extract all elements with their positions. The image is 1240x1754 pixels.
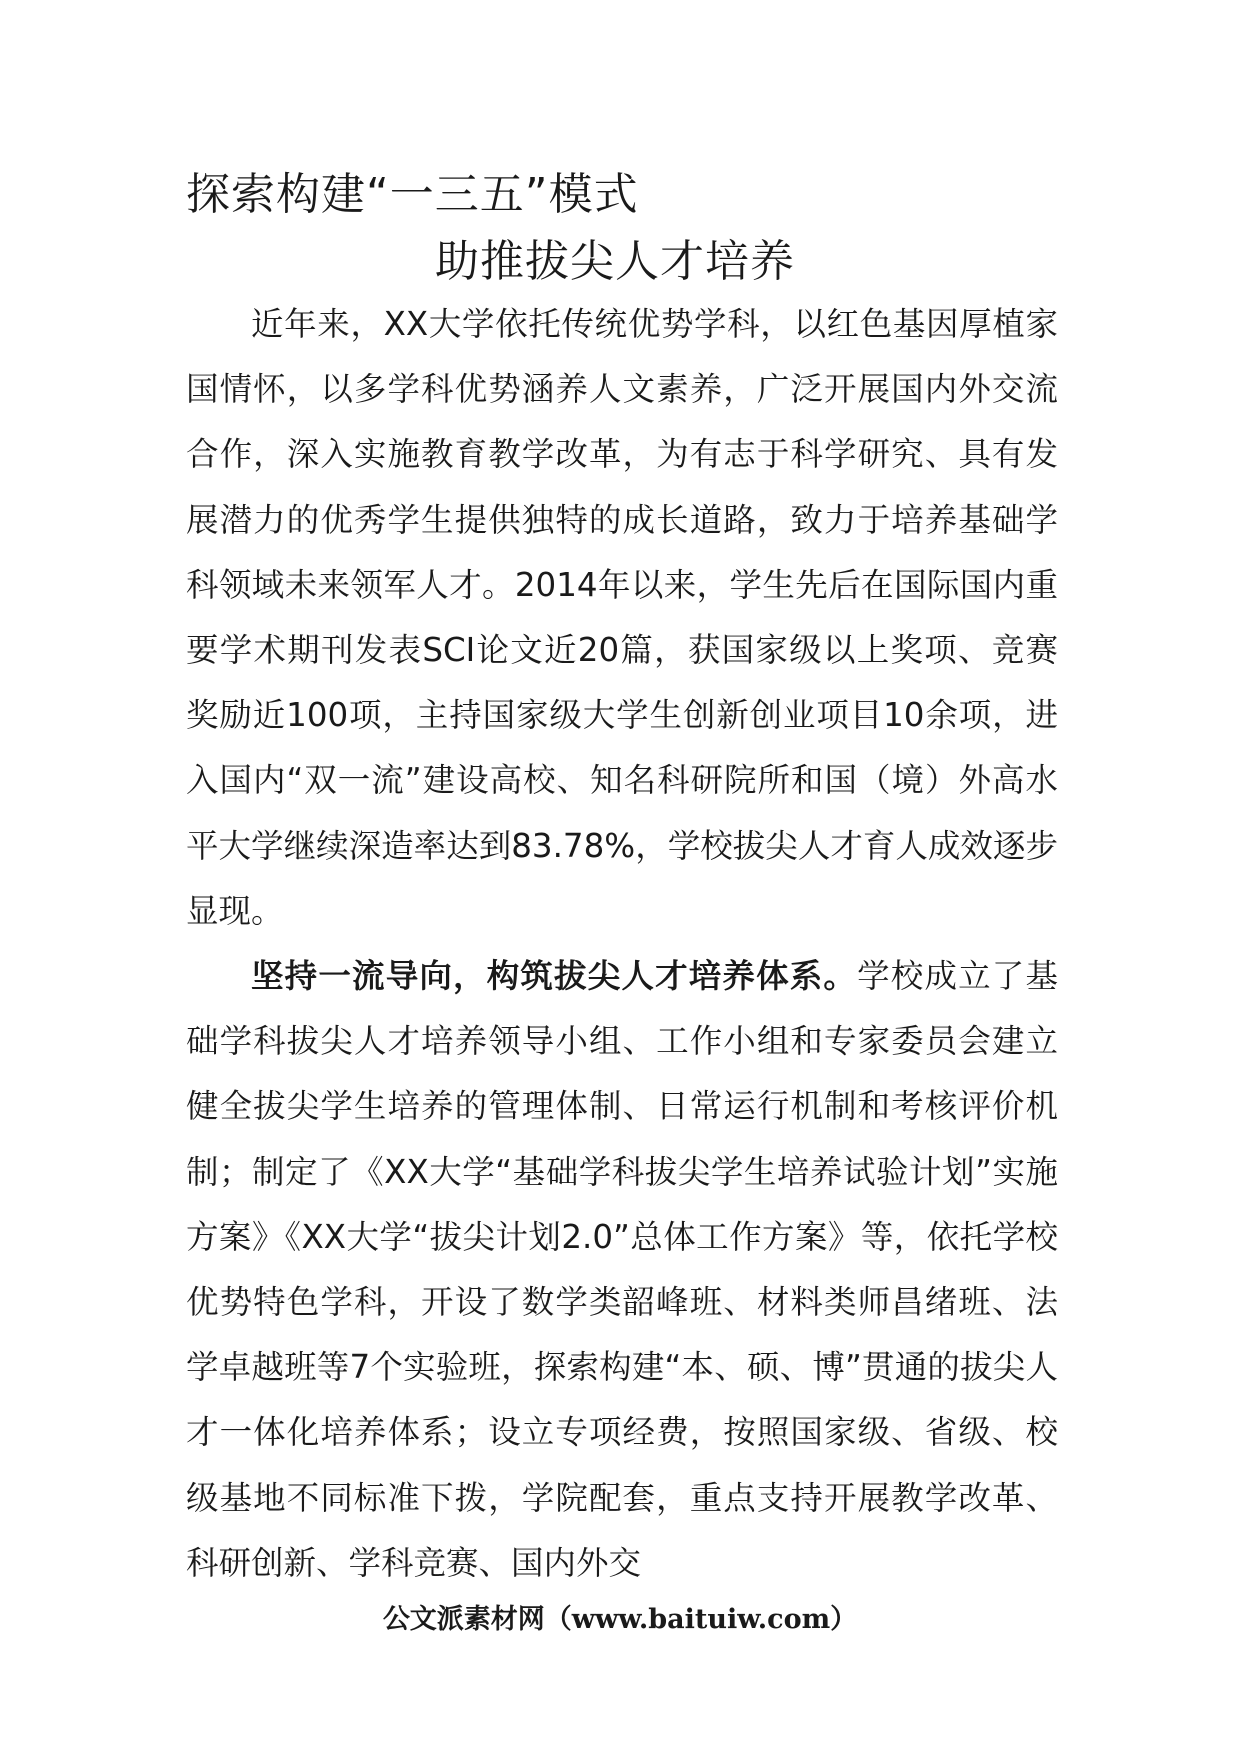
paragraph-2 <box>186 944 1058 1596</box>
footer-source: 公文派素材网（www.baituiw.com） <box>382 1604 858 1635</box>
paragraph-2-body: 学校成立了基础学科拔尖人才培养领导小组、工作小组和专家委员会建立健全拔尖学生培养的管理体制、日常运行机制和考核评价机制；制定了《XX大学“基础学科拔尖学生培养试验计划”实施方案》《XX大学“拔尖计划2.0”总体工作方案》等，依托学校优势特色学科，开设了数学类韶峰班、材料类师昌绪班、法学卓越班等7个实验班，探索构建“本、硕、博”贯通的拔尖人才一体化培养体系；设立专项经费，按照国家级、省级、校级基地不同标准下拨，学院配套，重点支持开展教学改革、科研创新、学科竞赛、国内外交 <box>186 957 1058 1582</box>
paragraph-1: 近年来，XX大学依托传统优势学科，以红色基因厚植家国情怀，以多学科优势涵养人文素养，广泛开展国内外交流合作，深入实施教育教学改革，为有志于科学研究、具有发展潜力的优秀学生提供独特的成长道路，致力于培养基础学科领域未来领军人才。2014年以来，学生先后在国际国内重要学术期刊发表SCI论文近20篇，获国家级以上奖项、竞赛奖励近100项，主持国家级大学生创新创业项目10余项，进入国内“双一流”建设高校、知名科研院所和国（境）外高水平大学继续深造率达到83.78%，学校拔尖人才育人成效逐步显现。 <box>186 305 1058 930</box>
document-body <box>186 292 1058 1596</box>
document-title-line-1: 探索构建“一三五”模式 <box>186 169 639 220</box>
paragraph-2-lead: 坚持一流导向，构筑拔尖人才培养体系。 <box>251 957 858 996</box>
document-title-line-2: 助推拔尖人才培养 <box>435 236 795 287</box>
